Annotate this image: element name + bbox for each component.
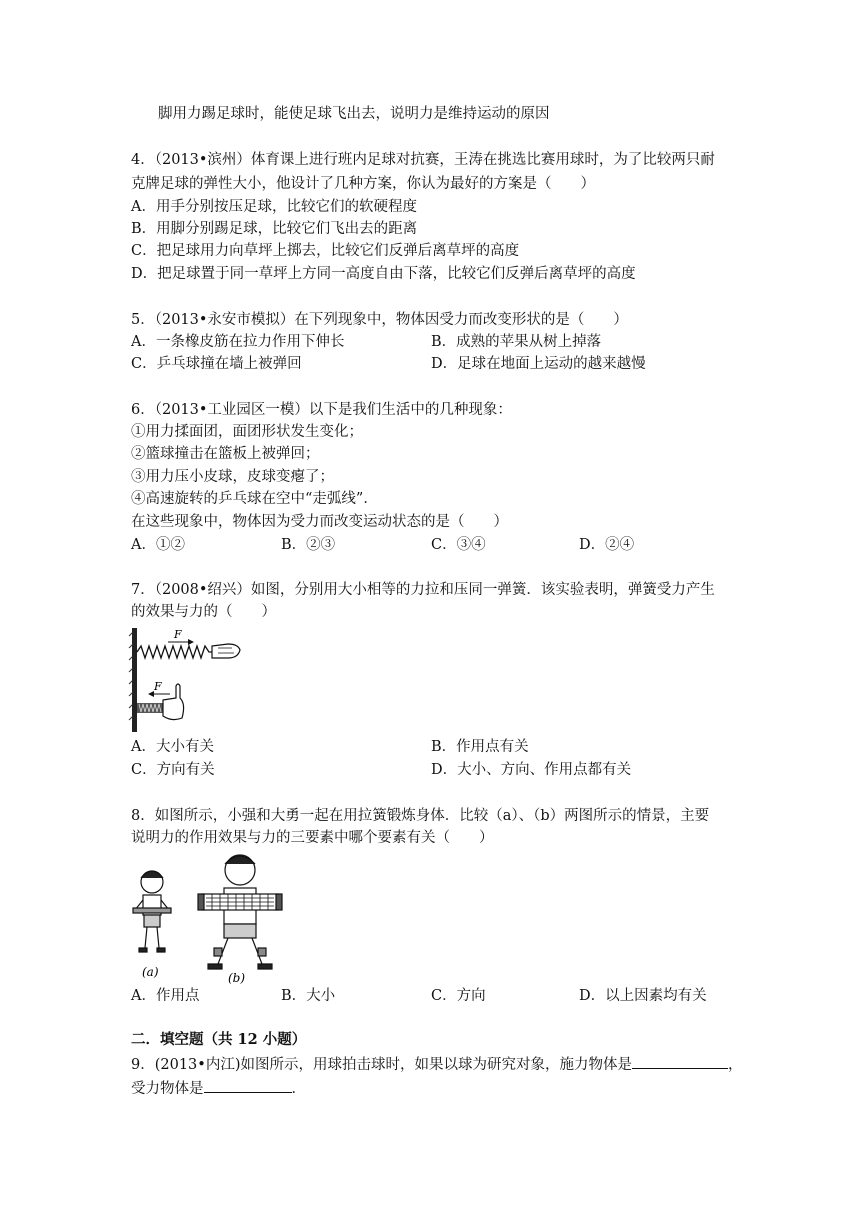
q9-blank-2[interactable]: [204, 1078, 292, 1093]
q4-option-b: B．用脚分别踢足球，比较它们飞出去的距离: [131, 221, 418, 237]
q4-option-a: A．用手分别按压足球，比较它们的软硬程度: [131, 199, 417, 215]
q6-item-1: ①用力揉面团，面团形状发生变化；: [131, 424, 363, 440]
q8-option-a: A．作用点: [131, 988, 200, 1004]
q7-option-a: A．大小有关: [131, 739, 214, 755]
spring-exerciser-figure: [128, 848, 300, 984]
q4-stem-line-2: 克牌足球的弹性大小，他设计了几种方案，你认为最好的方案是（ ）: [131, 176, 595, 192]
q4-option-d: D．把足球置于同一草坪上方同一高度自由下落，比较它们反弹后离草坪的高度: [131, 266, 636, 282]
q7-stem-line-2: 的效果与力的（ ）: [131, 604, 276, 620]
q7-option-b: B．作用点有关: [431, 739, 529, 755]
q6-stem: 6．（2013•工业园区一模）以下是我们生活中的几种现象：: [131, 402, 512, 418]
section-2-heading: 二．填空题（共 12 小题）: [131, 1031, 307, 1048]
q6-option-b: B．②③: [281, 537, 336, 553]
q4-option-c: C．把足球用力向草坪上掷去，比较它们反弹后离草坪的高度: [131, 243, 520, 259]
q4-stem-line-1: 4．（2013•滨州）体育课上进行班内足球对抗赛，王涛在挑选比赛用球时，为了比较两只耐: [131, 152, 715, 168]
q6-item-2: ②篮球撞击在篮板上被弹回；: [131, 446, 320, 462]
figure-label-a: (a): [142, 965, 159, 979]
figure-label-b: (b): [228, 971, 246, 984]
spring-experiment-figure: [128, 626, 244, 734]
q9-line-2-end: ．: [291, 1081, 306, 1097]
q6-item-3: ③用力压小皮球，皮球变瘪了；: [131, 469, 334, 485]
q7-stem-line-1: 7．（2008•绍兴）如图，分别用大小相等的力拉和压同一弹簧．该实验表明，弹簧受力产生: [131, 582, 715, 598]
q9-line-1: [131, 1054, 743, 1075]
q8-option-b: B．大小: [281, 988, 336, 1004]
q5-stem: 5．（2013•永安市模拟）在下列现象中，物体因受力而改变形状的是（ ）: [131, 312, 628, 328]
q8-option-d: D．以上因素均有关: [579, 988, 707, 1004]
q9-line-1-text: 9．(2013•内江)如图所示，用球拍击球时，如果以球为研究对象，施力物体是: [131, 1057, 632, 1073]
q9-blank-1[interactable]: [632, 1054, 728, 1069]
q9-line-2-text: 受力物体是: [131, 1081, 204, 1097]
q6-item-4: ④高速旋转的乒乓球在空中“走弧线”．: [131, 491, 378, 507]
q7-option-d: D．大小、方向、作用点都有关: [431, 762, 632, 778]
q6-option-d: D．②④: [579, 537, 635, 553]
q5-option-d: D．足球在地面上运动的越来越慢: [431, 356, 646, 372]
q6-question: 在这些现象中，物体因为受力而改变运动状态的是（ ）: [131, 514, 508, 530]
q9-line-2: [131, 1078, 306, 1099]
q6-option-a: A．①②: [131, 537, 185, 553]
force-label-bottom: F: [154, 680, 162, 693]
q3-tail-text: 脚用力踢足球时，能使足球飞出去，说明力是维持运动的原因: [158, 106, 550, 122]
q7-option-c: C．方向有关: [131, 762, 215, 778]
q9-line-1-end: ，: [728, 1057, 743, 1073]
force-label-top: F: [174, 628, 182, 641]
q8-stem-line-2: 说明力的作用效果与力的三要素中哪个要素有关（ ）: [131, 830, 494, 846]
q5-option-c: C．乒乓球撞在墙上被弹回: [131, 356, 302, 372]
q5-option-a: A．一条橡皮筋在拉力作用下伸长: [131, 334, 345, 350]
q8-option-c: C．方向: [431, 988, 486, 1004]
q6-option-c: C．③④: [431, 537, 486, 553]
q8-stem-line-1: 8．如图所示，小强和大勇一起在用拉簧锻炼身体．比较（a）、（b）两图所示的情景，主要: [131, 808, 710, 824]
q5-option-b: B．成熟的苹果从树上掉落: [431, 334, 602, 350]
